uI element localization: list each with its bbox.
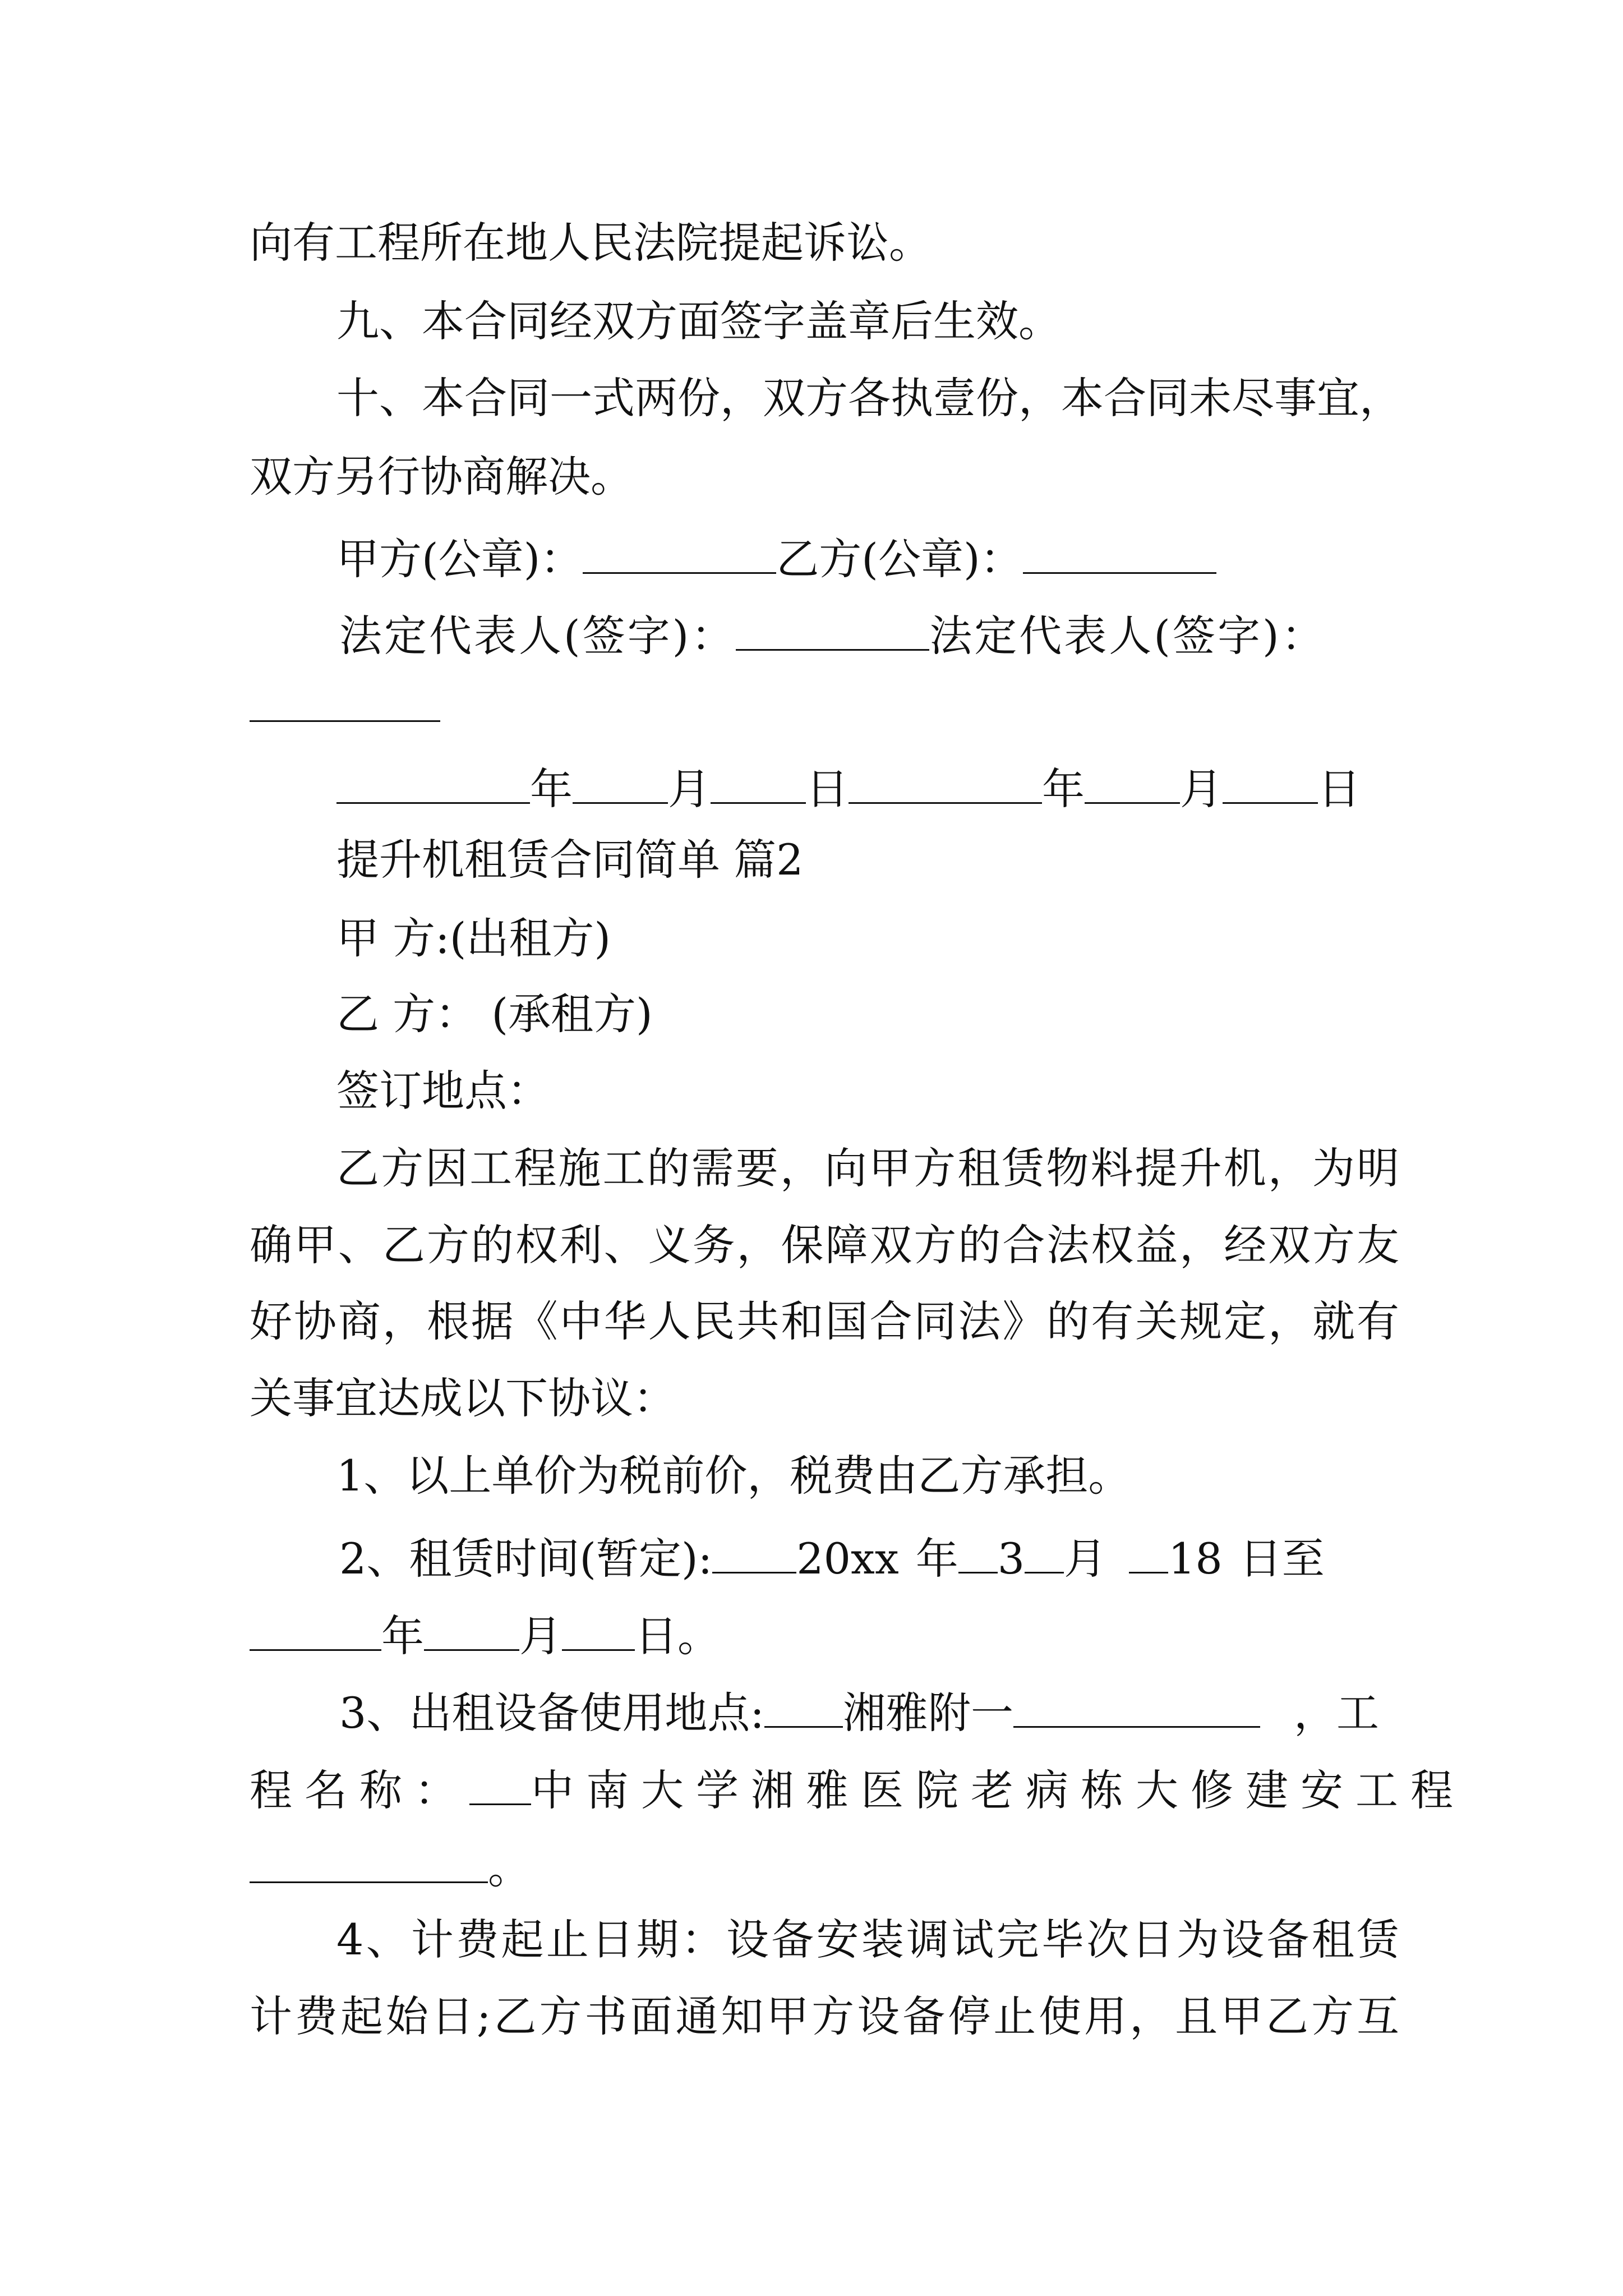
item-3-name-label: 程名称： — [250, 1765, 469, 1816]
intro-line-1: 乙方因工程施工的需要，向甲方租赁物料提升机，为明 — [336, 1143, 1399, 1193]
party-a-line: 甲 方:(出租方) — [336, 913, 611, 963]
party-a-seal-label: 甲方(公章)： — [336, 534, 583, 585]
item-2-end-year-blank[interactable] — [250, 1609, 381, 1651]
year-blank-a[interactable] — [336, 762, 530, 804]
item-2-end-month-blank[interactable] — [424, 1609, 519, 1651]
item-2-month-value: 3 — [997, 1534, 1025, 1584]
signature-seal-row — [336, 532, 1216, 585]
date-row — [336, 762, 1361, 815]
party-b-rep-label: 法定代表人(签字)： — [929, 611, 1326, 661]
item-3-end: 。 — [488, 1843, 531, 1894]
item-2-year-label: 年 — [915, 1534, 958, 1584]
item-2-day-value: 18 — [1168, 1534, 1223, 1584]
month-label-b: 月 — [1180, 764, 1223, 815]
item-3-post-name-blank[interactable] — [250, 1841, 488, 1883]
intro-line-3: 好协商，根据《中华人民共和国合同法》的有关规定，就有 — [250, 1296, 1399, 1346]
item-3-comma: ，工 — [1293, 1688, 1379, 1738]
item-2-line2 — [250, 1609, 720, 1662]
item-2-label: 2、租赁时间(暂定): — [339, 1534, 713, 1584]
item-3-line1 — [339, 1686, 1379, 1738]
item-2-pre-year-blank[interactable] — [712, 1531, 796, 1573]
day-blank-a[interactable] — [711, 762, 806, 804]
item-2-end-day-blank[interactable] — [562, 1609, 635, 1651]
paragraph-line: 向有工程所在地人民法院提起诉讼。 — [250, 218, 932, 268]
item-2-year-value: 20xx — [796, 1534, 899, 1584]
item-2-post-month-blank[interactable] — [1025, 1531, 1064, 1573]
clause-nine: 九、本合同经双方面签字盖章后生效。 — [336, 296, 1061, 346]
item-4-line1: 4、计费起止日期：设备安装调试完毕次日为设备租赁 — [336, 1915, 1399, 1964]
item-3-place-value: 湘雅附一 — [842, 1688, 1013, 1738]
item-3-pre-place-blank[interactable] — [764, 1686, 843, 1728]
year-label-a: 年 — [530, 764, 573, 815]
item-2-end-year-label: 年 — [381, 1611, 424, 1662]
month-blank-a[interactable] — [573, 762, 668, 804]
party-a-seal-blank[interactable] — [583, 532, 776, 574]
item-3-label: 3、出租设备使用地点: — [339, 1688, 764, 1738]
intro-line-4: 关事宜达成以下协议： — [250, 1373, 676, 1423]
item-1: 1、以上单价为税前价，税费由乙方承担。 — [336, 1451, 1131, 1501]
representative-row — [339, 609, 1326, 661]
item-3-line3 — [250, 1841, 531, 1894]
month-label-a: 月 — [668, 764, 711, 815]
item-3-pre-name-blank[interactable] — [469, 1763, 531, 1805]
month-blank-b[interactable] — [1085, 762, 1180, 804]
item-2-pre-day-blank[interactable] — [1129, 1531, 1168, 1573]
item-2-to-label: 日至 — [1239, 1534, 1325, 1584]
item-2-line1 — [339, 1531, 1325, 1584]
day-blank-b[interactable] — [1223, 762, 1318, 804]
intro-line-2: 确甲、乙方的权利、义务，保障双方的合法权益，经双方友 — [250, 1220, 1399, 1270]
clause-ten-line2: 双方另行协商解决。 — [250, 452, 633, 501]
party-a-rep-blank[interactable] — [736, 609, 929, 651]
party-b-rep-blank[interactable] — [250, 720, 440, 722]
clause-ten-line1: 十、本合同一式两份，双方各执壹份，本合同未尽事宜， — [336, 373, 1402, 423]
item-3-name-value: 中南大学湘雅医院老病栋大修建安工程 — [531, 1765, 1465, 1816]
sign-place-line: 签订地点： — [336, 1066, 550, 1116]
item-3-line2 — [250, 1763, 1465, 1816]
item-2-pre-month-blank[interactable] — [958, 1531, 998, 1573]
party-b-line: 乙 方： (承租方) — [336, 989, 653, 1039]
day-label-b: 日 — [1318, 764, 1361, 815]
section-title: 提升机租赁合同简单 篇2 — [336, 835, 804, 885]
party-b-seal-label: 乙方(公章)： — [776, 534, 1023, 585]
party-a-rep-label: 法定代表人(签字)： — [339, 611, 736, 661]
year-blank-b[interactable] — [849, 762, 1042, 804]
item-2-end-label: 日。 — [635, 1611, 720, 1662]
item-2-month-label: 月 — [1064, 1534, 1107, 1584]
item-3-post-place-blank[interactable] — [1013, 1686, 1260, 1728]
item-4-line2: 计费起始日;乙方书面通知甲方设备停止使用，且甲乙方互 — [250, 1991, 1399, 2041]
year-label-b: 年 — [1042, 764, 1085, 815]
party-b-seal-blank[interactable] — [1023, 532, 1216, 574]
item-2-end-month-label: 月 — [519, 1611, 562, 1662]
day-label-a: 日 — [806, 764, 849, 815]
